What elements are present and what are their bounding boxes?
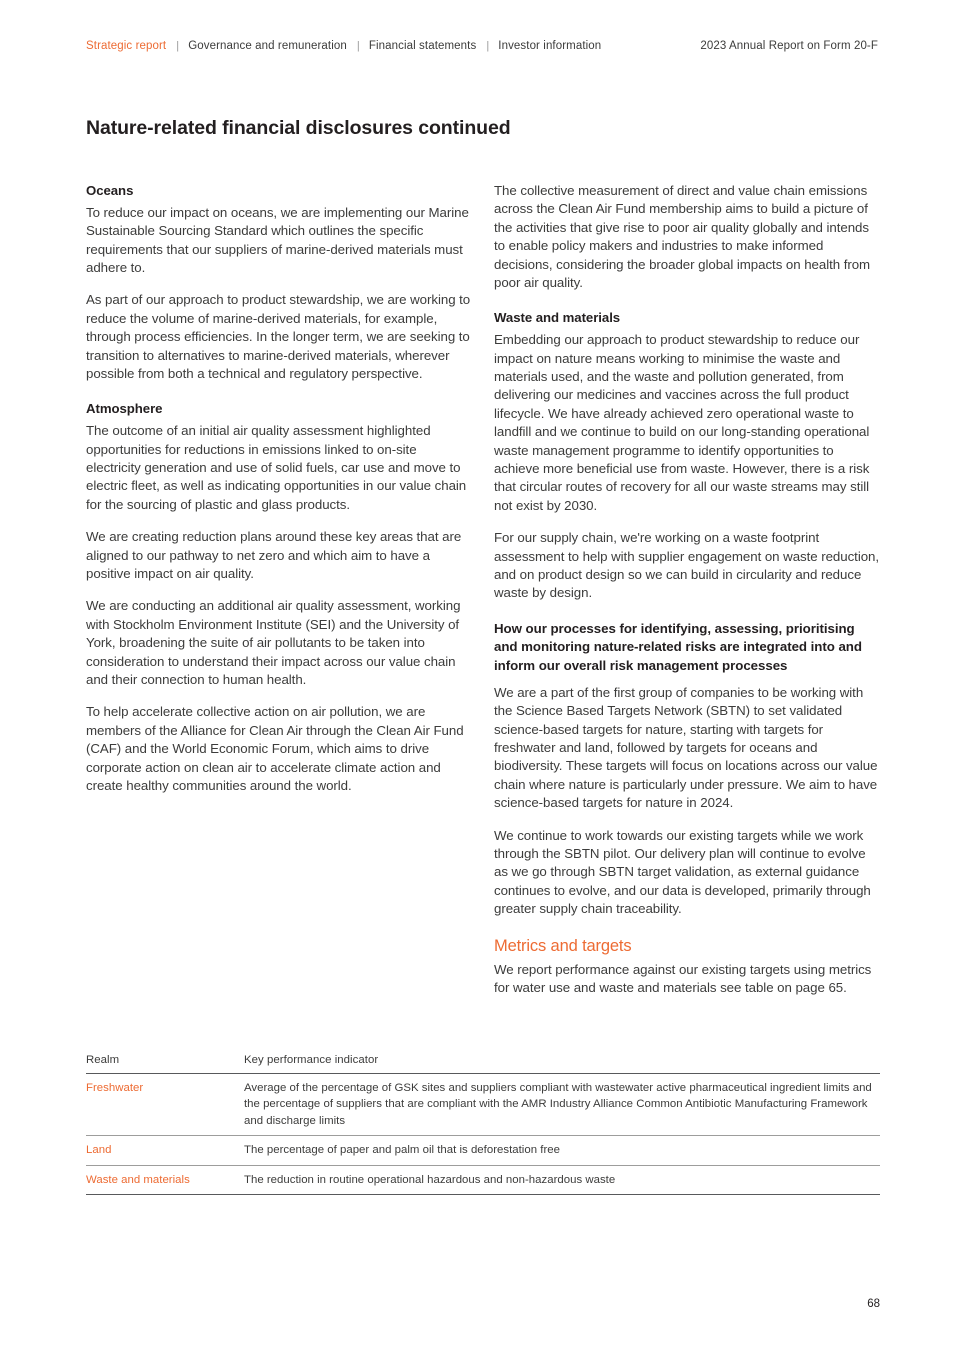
kpi-table-head bbox=[86, 1054, 880, 1074]
paragraph-atmosphere-4: To help accelerate collective action on air pollution, we are members of the Alliance for Clean Air through the Clean Air Fund (CAF) and the World Economic Forum, which aims to drive corporate action on clean air to accelerate climate action and create healthy communities around the world. bbox=[86, 704, 464, 794]
report-label: 2023 Annual Report on Form 20-F bbox=[700, 40, 878, 52]
page-number: 68 bbox=[867, 1298, 880, 1310]
column-header-kpi: Key performance indicator bbox=[244, 1054, 379, 1066]
paragraph-atmosphere-3: We are conducting an additional air quality assessment, working with Stockholm Environment Institute (SEI) and the University of York, broadening the suite of air pollutants to be taken into consideration to understand their impact across our value chain and their connection to human health. bbox=[86, 598, 461, 687]
column-header-realm: Realm bbox=[86, 1054, 120, 1066]
nav-item-governance-and-remuneration[interactable]: Governance and remuneration bbox=[188, 40, 347, 52]
cell-kpi: Average of the percentage of GSK sites and suppliers compliant with wastewater active pharmaceutical ingredient limits and the percentage of suppliers that are compliant with the AMR Industry Alliance Common Antibiotic Manufacturing Framework and discharge limits bbox=[244, 1082, 872, 1127]
cell-kpi: The percentage of paper and palm oil that is deforestation free bbox=[244, 1144, 560, 1157]
paragraph-sbtn-2: We continue to work towards our existing targets while we work through the SBTN pilot. Our delivery plan will continue to evolve as we go through SBTN target validation, as external guidance continues to evolve, and our data is developed, primarily through greater supply chain traceability. bbox=[494, 827, 871, 917]
table-header-row bbox=[86, 1054, 880, 1074]
nav-separator: | bbox=[486, 40, 490, 52]
body-columns bbox=[86, 182, 880, 997]
nav-separator: | bbox=[356, 40, 360, 52]
cell-realm: Land bbox=[86, 1144, 112, 1157]
heading-risk-management-processes: How our processes for identifying, assessing, prioritising and monitoring nature-related risks are integrated into and inform our overall risk management processes bbox=[494, 620, 862, 674]
paragraph-sbtn-1: We are a part of the first group of companies to be working with the Science Based Targets Network (SBTN) to set validated science-based targets for nature, starting with targets for freshwater and land, followed by targets for oceans and biodiversity. These targets will focus on locations across our value chain where nature is particularly under pressure. We aim to have science-based targets for nature in 2024. bbox=[494, 684, 878, 811]
heading-waste-and-materials: Waste and materials bbox=[494, 310, 621, 326]
right-column bbox=[494, 182, 880, 997]
page-title: Nature-related financial disclosures continued bbox=[86, 117, 511, 140]
nav-separator: | bbox=[176, 40, 180, 52]
paragraph-atmosphere-1: The outcome of an initial air quality assessment highlighted opportunities for reductions in emissions linked to on-site electricity generation and use of solid fuels, car use and move to electric fleet, as well as indicating opportunities in our value chain for the sourcing of plastic and glass products. bbox=[86, 423, 467, 512]
section-nav bbox=[86, 40, 601, 52]
cell-kpi: The reduction in routine operational hazardous and non-hazardous waste bbox=[244, 1173, 616, 1186]
paragraph-clean-air-fund: The collective measurement of direct and value chain emissions across the Clean Air Fund membership aims to build a picture of the activities that give rise to poor air quality globally and intends to enable policy makers and industries to make informed decisions, considering the broader global impacts on health from poor air quality. bbox=[494, 183, 871, 291]
page-header bbox=[86, 40, 880, 52]
table-row bbox=[86, 1136, 880, 1165]
heading-oceans: Oceans bbox=[86, 183, 134, 198]
paragraph-waste-2: For our supply chain, we're working on a waste footprint assessment to help with supplier engagement on waste reduction, and on product design so we can build in circularity and reduce waste by design. bbox=[494, 530, 880, 601]
table-row bbox=[86, 1074, 880, 1136]
heading-atmosphere: Atmosphere bbox=[86, 401, 163, 417]
table-row bbox=[86, 1165, 880, 1194]
paragraph-metrics-1: We report performance against our existing targets using metrics for water use and waste and materials see table on page 65. bbox=[494, 961, 872, 995]
nav-item-financial-statements[interactable]: Financial statements bbox=[368, 40, 477, 52]
nav-item-strategic-report[interactable]: Strategic report bbox=[86, 40, 167, 52]
left-column bbox=[86, 182, 472, 997]
paragraph-oceans-1: To reduce our impact on oceans, we are implementing our Marine Sustainable Sourcing Standard which outlines the specific requirements that our suppliers of marine-derived materials must adhere to. bbox=[86, 204, 469, 275]
cell-realm: Waste and materials bbox=[86, 1173, 190, 1186]
kpi-table-body bbox=[86, 1074, 880, 1195]
paragraph-oceans-2: As part of our approach to product stewardship, we are working to reduce the volume of marine-derived materials, for example, through process efficiencies. In the longer term, we are seeking to transition to alternatives to marine-derived materials, wherever possible from both a technical and regulatory perspective. bbox=[86, 292, 471, 381]
cell-realm: Freshwater bbox=[86, 1082, 144, 1094]
nav-item-investor-information[interactable]: Investor information bbox=[498, 40, 602, 52]
paragraph-waste-1: Embedding our approach to product stewardship to reduce our impact on nature means working to minimise the waste and materials used, and the waste and pollution generated, from delivering our medicines and vaccines across the full product lifecycle. We have already achieved zero operational waste to landfill and we continue to build on our long-standing operational waste management programme to identify opportunities to achieve more beneficial use from waste. However, there is a risk that circular routes of recovery for all our waste streams may still not exist by 2030. bbox=[494, 332, 870, 513]
kpi-table bbox=[86, 1054, 880, 1195]
paragraph-atmosphere-2: We are creating reduction plans around these key areas that are aligned to our pathway to net zero and which aim to have a positive impact on air quality. bbox=[86, 529, 462, 581]
heading-metrics-and-targets: Metrics and targets bbox=[494, 936, 632, 955]
